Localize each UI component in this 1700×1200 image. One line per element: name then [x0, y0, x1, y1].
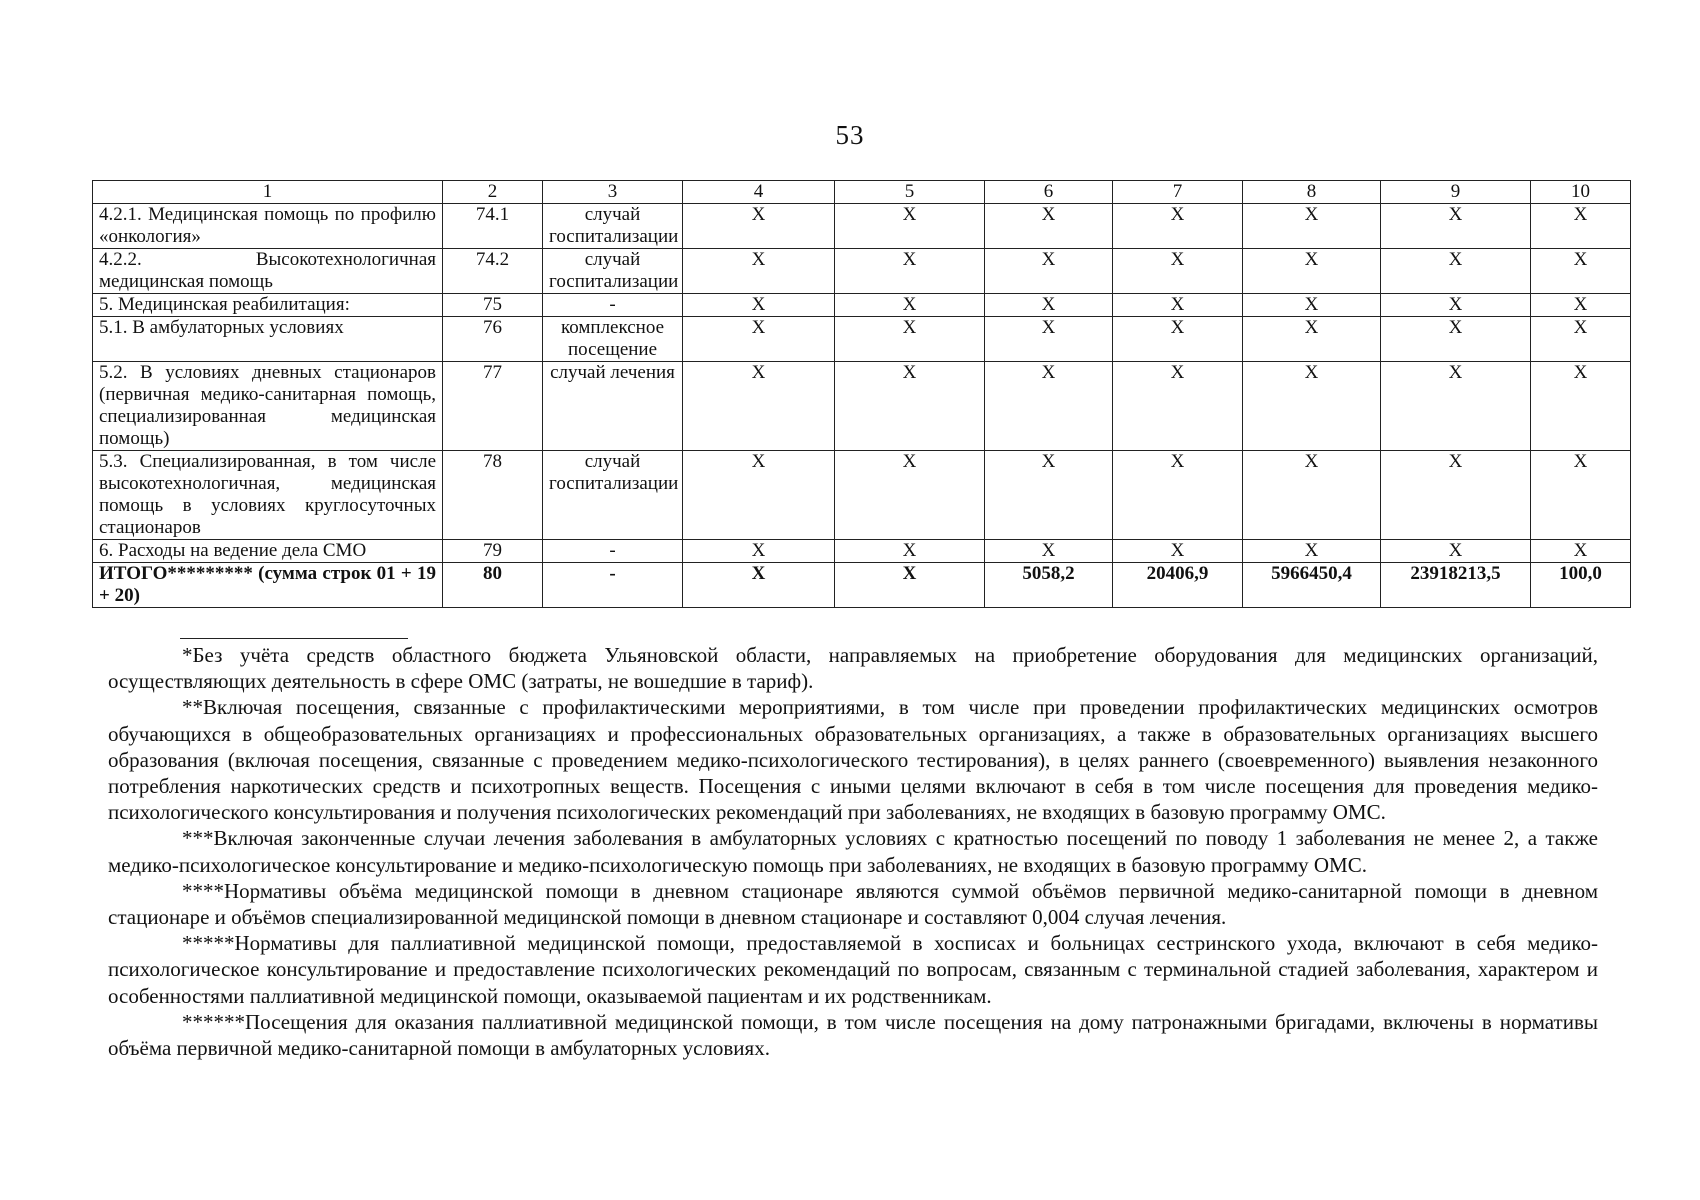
- row-value: Х: [1531, 451, 1631, 540]
- row-value: Х: [1381, 317, 1531, 362]
- row-value: Х: [1243, 204, 1381, 249]
- header-cell: 8: [1243, 181, 1381, 204]
- row-unit: -: [543, 294, 683, 317]
- header-cell: 3: [543, 181, 683, 204]
- row-value: Х: [985, 204, 1113, 249]
- table-row: [93, 249, 1631, 294]
- row-value: Х: [1381, 204, 1531, 249]
- row-value: Х: [1531, 294, 1631, 317]
- row-value: Х: [1113, 249, 1243, 294]
- row-value: Х: [835, 362, 985, 451]
- row-value: Х: [985, 540, 1113, 563]
- row-code: 78: [443, 451, 543, 540]
- footnote-item: ***Включая законченные случаи лечения заболевания в амбулаторных условиях с кратностью посещений по поводу 1 заболевания не менее 2, а также медико-психологическое консультирование и медико-психологическую помощь при заболеваниях, не входящих в базовую программу ОМС.: [108, 826, 1598, 877]
- total-value: Х: [835, 563, 985, 608]
- row-value: Х: [683, 294, 835, 317]
- footnote-item: *****Нормативы для паллиативной медицинской помощи, предоставляемой в хосписах и больницах сестринского ухода, включают в себя медико-психологическое консультирование и предоставление психологических рекомендаций по вопросам, связанным с терминальной стадией заболевания, характером и особенностями паллиативной медицинской помощи, оказываемой пациентам и их родственникам.: [108, 931, 1598, 1008]
- row-value: Х: [985, 451, 1113, 540]
- row-unit: -: [543, 540, 683, 563]
- row-name: 4.2.1. Медицинская помощь по профилю «онкология»: [93, 204, 443, 249]
- row-value: Х: [1381, 362, 1531, 451]
- total-value: 20406,9: [1113, 563, 1243, 608]
- total-unit: -: [543, 563, 683, 608]
- row-value: Х: [835, 249, 985, 294]
- table-row: [93, 362, 1631, 451]
- table-row: [93, 451, 1631, 540]
- row-code: 74.1: [443, 204, 543, 249]
- row-value: Х: [1113, 540, 1243, 563]
- row-value: Х: [835, 317, 985, 362]
- row-value: Х: [1113, 204, 1243, 249]
- row-unit: случай лечения: [543, 362, 683, 451]
- row-value: Х: [835, 451, 985, 540]
- row-code: 74.2: [443, 249, 543, 294]
- row-value: Х: [1531, 249, 1631, 294]
- header-cell: 10: [1531, 181, 1631, 204]
- table-row: [93, 317, 1631, 362]
- row-value: Х: [1243, 451, 1381, 540]
- row-value: Х: [1113, 317, 1243, 362]
- row-value: Х: [835, 540, 985, 563]
- row-unit: случай госпитализации: [543, 204, 683, 249]
- data-table: [92, 180, 1631, 608]
- header-cell: 5: [835, 181, 985, 204]
- total-value: 5966450,4: [1243, 563, 1381, 608]
- row-value: Х: [1381, 249, 1531, 294]
- header-cell: 4: [683, 181, 835, 204]
- row-value: Х: [1381, 540, 1531, 563]
- row-value: Х: [835, 294, 985, 317]
- footnotes: [108, 642, 1598, 1061]
- row-value: Х: [835, 204, 985, 249]
- row-name: 5.2. В условиях дневных стационаров (первичная медико-санитарная помощь, специализированная медицинская помощь): [93, 362, 443, 451]
- row-value: Х: [683, 362, 835, 451]
- row-value: Х: [1113, 451, 1243, 540]
- header-row: [93, 181, 1631, 204]
- footnote-item: *Без учёта средств областного бюджета Ульяновской области, направляемых на приобретение оборудования для медицинских организаций, осуществляющих деятельность в сфере ОМС (затраты, не вошедшие в тариф).: [108, 643, 1598, 694]
- row-name: 4.2.2. Высокотехнологичная медицинская помощь: [93, 249, 443, 294]
- row-value: Х: [683, 204, 835, 249]
- row-unit: случай госпитализации: [543, 451, 683, 540]
- row-code: 79: [443, 540, 543, 563]
- row-value: Х: [683, 540, 835, 563]
- row-value: Х: [683, 317, 835, 362]
- row-value: Х: [1243, 294, 1381, 317]
- row-unit: комплексное посещение: [543, 317, 683, 362]
- total-name: ИТОГО********* (сумма строк 01 + 19 + 20): [93, 563, 443, 608]
- footnote-item: ******Посещения для оказания паллиативной медицинской помощи, в том числе посещения на дому патронажными бригадами, включены в нормативы объёма первичной медико-санитарной помощи в амбулаторных условиях.: [108, 1009, 1598, 1061]
- header-cell: 7: [1113, 181, 1243, 204]
- total-value: 23918213,5: [1381, 563, 1531, 608]
- footnote-item: **Включая посещения, связанные с профилактическими мероприятиями, в том числе при проведении профилактических медицинских осмотров обучающихся в общеобразовательных организациях и профессиональных образовательных организациях, а также в образовательных организациях высшего образования (включая посещения, связанные с проведением медико-психологического тестирования), в целях раннего (своевременного) выявления незаконного потребления наркотических средств и психотропных веществ. Посещения с иными целями включают в себя в том числе посещения для проведения медико-психологического консультирования и получения психологических рекомендаций при заболеваниях, не входящих в базовую программу ОМС.: [108, 695, 1598, 825]
- footnote-item: ****Нормативы объёма медицинской помощи в дневном стационаре являются суммой объёмов первичной медико-санитарной помощи в дневном стационаре и объёмов специализированной медицинской помощи в дневном стационаре и составляют 0,004 случая лечения.: [108, 878, 1598, 930]
- row-name: 5.3. Специализированная, в том числе высокотехнологичная, медицинская помощь в условиях круглосуточных стационаров: [93, 451, 443, 540]
- header-cell: 6: [985, 181, 1113, 204]
- row-value: Х: [985, 294, 1113, 317]
- row-value: Х: [1243, 249, 1381, 294]
- row-value: Х: [683, 249, 835, 294]
- row-value: Х: [1113, 294, 1243, 317]
- row-value: Х: [683, 451, 835, 540]
- header-cell: 1: [93, 181, 443, 204]
- row-value: Х: [1381, 451, 1531, 540]
- table-row: [93, 294, 1631, 317]
- row-name: 5.1. В амбулаторных условиях: [93, 317, 443, 362]
- header-cell: 9: [1381, 181, 1531, 204]
- page-number: 53: [835, 120, 865, 150]
- row-value: Х: [1531, 204, 1631, 249]
- row-value: Х: [985, 249, 1113, 294]
- total-value: Х: [683, 563, 835, 608]
- total-row: [93, 563, 1631, 608]
- row-value: Х: [985, 317, 1113, 362]
- row-code: 77: [443, 362, 543, 451]
- table-row: [93, 540, 1631, 563]
- row-name: 5. Медицинская реабилитация:: [93, 294, 443, 317]
- row-value: Х: [985, 362, 1113, 451]
- row-value: Х: [1531, 540, 1631, 563]
- header-cell: 2: [443, 181, 543, 204]
- row-value: Х: [1381, 294, 1531, 317]
- row-name: 6. Расходы на ведение дела СМО: [93, 540, 443, 563]
- row-value: Х: [1243, 362, 1381, 451]
- row-code: 76: [443, 317, 543, 362]
- total-code: 80: [443, 563, 543, 608]
- table-row: [93, 204, 1631, 249]
- footnote-divider: [180, 638, 408, 639]
- row-code: 75: [443, 294, 543, 317]
- row-unit: случай госпитализации: [543, 249, 683, 294]
- row-value: Х: [1243, 317, 1381, 362]
- row-value: Х: [1531, 362, 1631, 451]
- row-value: Х: [1531, 317, 1631, 362]
- total-value: 5058,2: [985, 563, 1113, 608]
- total-value: 100,0: [1531, 563, 1631, 608]
- row-value: Х: [1113, 362, 1243, 451]
- row-value: Х: [1243, 540, 1381, 563]
